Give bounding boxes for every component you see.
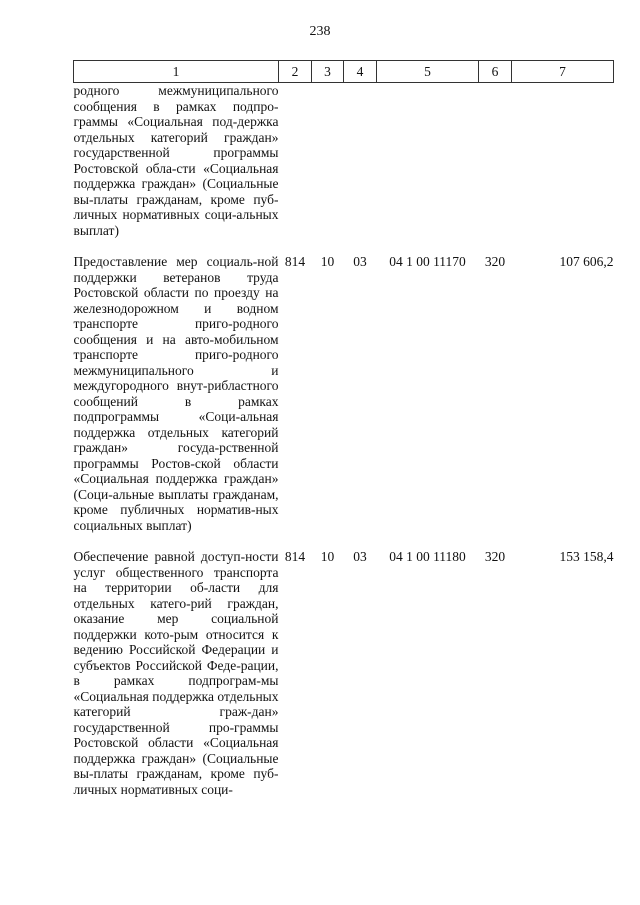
cell-ministry [279, 83, 312, 239]
row-description: Предоставление мер социаль-ной поддержки ветеранов труда Ростовской области по проезду на железнодорожном и водном транспорте приго-родного сообщения и на авто-мобильном транспорте приго-родного межмуниципального и междугородного внут-рибластного сообщений в рамках подпрограммы «Соци-альная поддержка отдельных категорий граждан» госуда-рственной программы Ростов-ской области «Социальная поддержка граждан» (Соци-альные выплаты гражданам, кроме публичных норматив-ных социальных выплат) [73, 254, 279, 533]
cell-subsection [344, 83, 377, 239]
header-col-2: 2 [279, 61, 312, 83]
table-row [74, 83, 614, 239]
row-gap [74, 238, 614, 254]
header-col-7: 7 [512, 61, 614, 83]
table-row [74, 254, 614, 533]
cell-target-article: 04 1 00 11170 [389, 254, 466, 269]
header-col-3: 3 [312, 61, 344, 83]
row-gap [74, 533, 614, 549]
header-row [74, 61, 614, 83]
row-description: Обеспечение равной доступ-ности услуг общественного транспорта на территории об-ласти для отдельных катего-рий граждан, оказание мер социальной поддержки кото-рым относится к ведению Российской Федерации и субъектов Российской Феде-рации, в рамках подпрограм-мы «Социальная поддержка отдельных категорий граж-дан» государственной про-граммы Ростовской области «Социальная поддержка граждан» (Социальные вы-платы гражданам, кроме пуб-личных нормативных соци- [73, 549, 279, 797]
cell-amount: 153 158,4 [559, 549, 614, 564]
header-col-1: 1 [74, 61, 279, 83]
header-col-4: 4 [344, 61, 377, 83]
cell-target-article: 04 1 00 11180 [389, 549, 466, 564]
cell-amount: 107 606,2 [559, 254, 614, 269]
cell-section [312, 83, 344, 239]
cell-expense-type [479, 83, 512, 239]
cell-section: 10 [320, 254, 335, 269]
page-number: 238 [309, 24, 331, 39]
row-description: родного межмуниципального сообщения в рамках подпро-граммы «Социальная под-держка отдельных категорий граждан» государственной программы Ростовской обла-сти «Социальная поддержка граждан» (Социальные вы-платы гражданам, кроме пуб-личных нормативных соци-альных выплат) [73, 83, 279, 238]
budget-table [73, 60, 614, 797]
table-row [74, 549, 614, 797]
cell-expense-type: 320 [484, 254, 506, 269]
cell-ministry: 814 [284, 254, 306, 269]
cell-expense-type: 320 [484, 549, 506, 564]
cell-amount [512, 83, 614, 239]
header-col-5: 5 [377, 61, 479, 83]
cell-ministry: 814 [284, 549, 306, 564]
header-col-6: 6 [479, 61, 512, 83]
cell-subsection: 03 [353, 549, 367, 564]
cell-section: 10 [320, 549, 335, 564]
cell-subsection: 03 [353, 254, 367, 269]
cell-target-article [377, 83, 479, 239]
